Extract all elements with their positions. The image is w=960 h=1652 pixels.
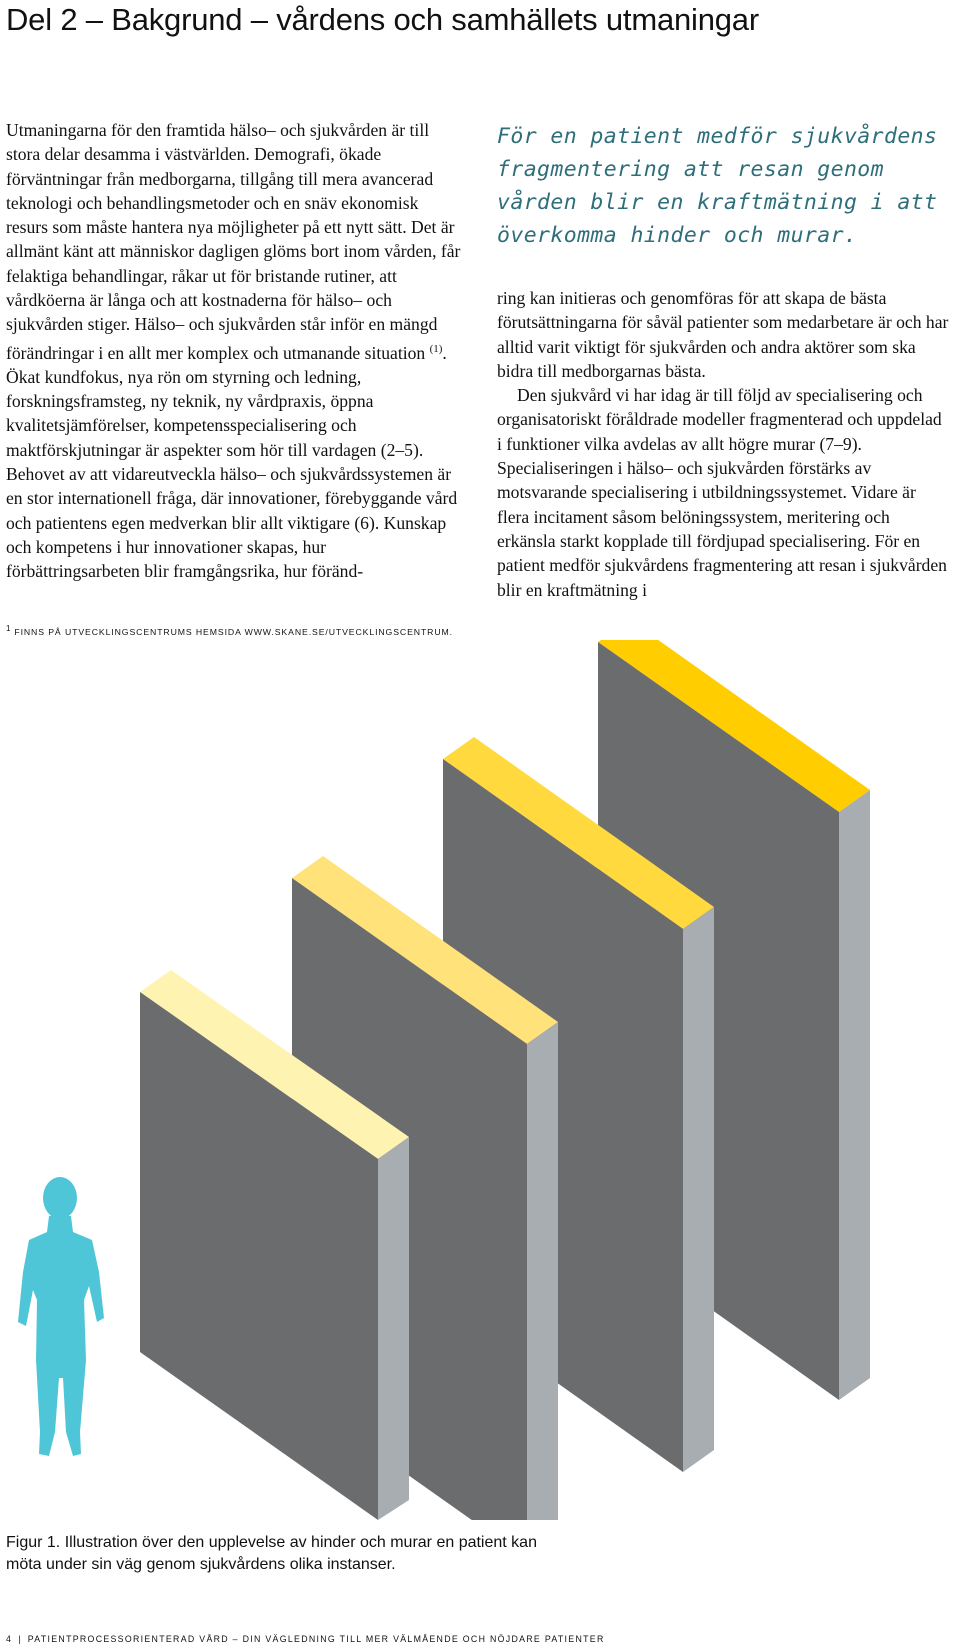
patient-head (43, 1177, 77, 1219)
wall-4-side (839, 790, 870, 1400)
wall-2-side (527, 1022, 558, 1520)
footnote-number: 1 (6, 624, 12, 633)
page-title: Del 2 – Bakgrund – vårdens och samhällets utmaningar (6, 2, 759, 37)
right-column (497, 286, 949, 602)
page-footer (6, 1634, 605, 1644)
right-paragraph-1: ring kan initieras och genomföras för att skapa de bästa förutsättningarna för såväl patienter som medarbetare är och har alltid varit viktigt för sjukvården och andra aktörer som ska bidra till medborgarnas bästa. (497, 288, 949, 381)
figure-caption: Figur 1. Illustration över den upplevelse av hinder och murar en patient kan möta under sin väg genom sjukvårdens olika instanser. (6, 1534, 537, 1573)
patient-body (18, 1216, 104, 1456)
footer-text: PATIENTPROCESSORIENTERAD VÅRD – DIN VÄGLEDNING TILL MER VÄLMÅENDE OCH NÖJDARE PATIENTER (27, 1634, 605, 1644)
page-number: 4 (6, 1634, 13, 1644)
left-column (6, 118, 464, 584)
patient-silhouette (18, 1177, 104, 1456)
footer-separator: | (18, 1634, 22, 1644)
wall-1-side (378, 1137, 409, 1520)
barrier-illustration (0, 640, 960, 1520)
right-paragraph-2: Den sjukvård vi har idag är till följd av specialisering och organisatoriskt föråldrade modeller fragmenterad och uppdelad i funktioner vilka avdelas av allt högre murar (7–9). Specialiseringen i hälso– och sjukvården förstärks av motsvarande specialisering i utbildningssystemet. Vidare är flera incitament såsom belöningssystem, meritering och erkänsla starkt kopplade till fördjupad specialisering. För en patient medför sjukvårdens fragmentering att resan i sjukvården blir en kraftmätning i (497, 385, 947, 600)
pull-quote: För en patient medför sjukvårdens fragmentering att resan genom vården blir en kraftmätning i att överkomma hinder och murar. (497, 124, 938, 248)
body-text: . Ökat kundfokus, nya rön om styrning och ledning, forskningsframsteg, ny teknik, ny vårdpraxis, öppna kvalitetsjämförelser, kompetensspecialisering och maktförskjutningar är aspekter som hör till vardagen (2–5). Behovet av att vidareutveckla hälso– och sjukvårdssystemen är en stor internationell fråga, där innovationer, förebyggande vård och patientens egen medverkan blir allt viktigare (6). Kunskap och kompetens i hur innovationer skapas, hur förbättringsarbeten blir framgångsrika, hur föränd- (6, 342, 458, 582)
footnote (6, 624, 453, 637)
body-text: Utmaningarna för den framtida hälso– och sjukvården är till stora delar desamma i västvärlden. Demografi, ökade förväntningar från medborgarna, tillgång till mera avancerad teknologi och behandlingsmetoder och en snäv ekonomisk resurs som måste hantera nya möjligheter på ett nytt sätt. Det är allmänt känt att människor dagligen glöms bort inom vården, får felaktiga behandlingar, råkar ut för bristande rutiner, att vårdköerna är långa och att kostnaderna för hälso– och sjukvården stiger. Hälso– och sjukvården står inför en mängd förändringar i en allt mer komplex och utmanande situation (6, 120, 461, 363)
left-paragraph (6, 118, 464, 584)
footnote-text: FINNS PÅ UTVECKLINGSCENTRUMS HEMSIDA WWW.SKANE.SE/UTVECKLINGSCENTRUM. (14, 626, 453, 637)
footnote-reference: (1) (429, 342, 443, 355)
wall-3-side (683, 907, 714, 1472)
